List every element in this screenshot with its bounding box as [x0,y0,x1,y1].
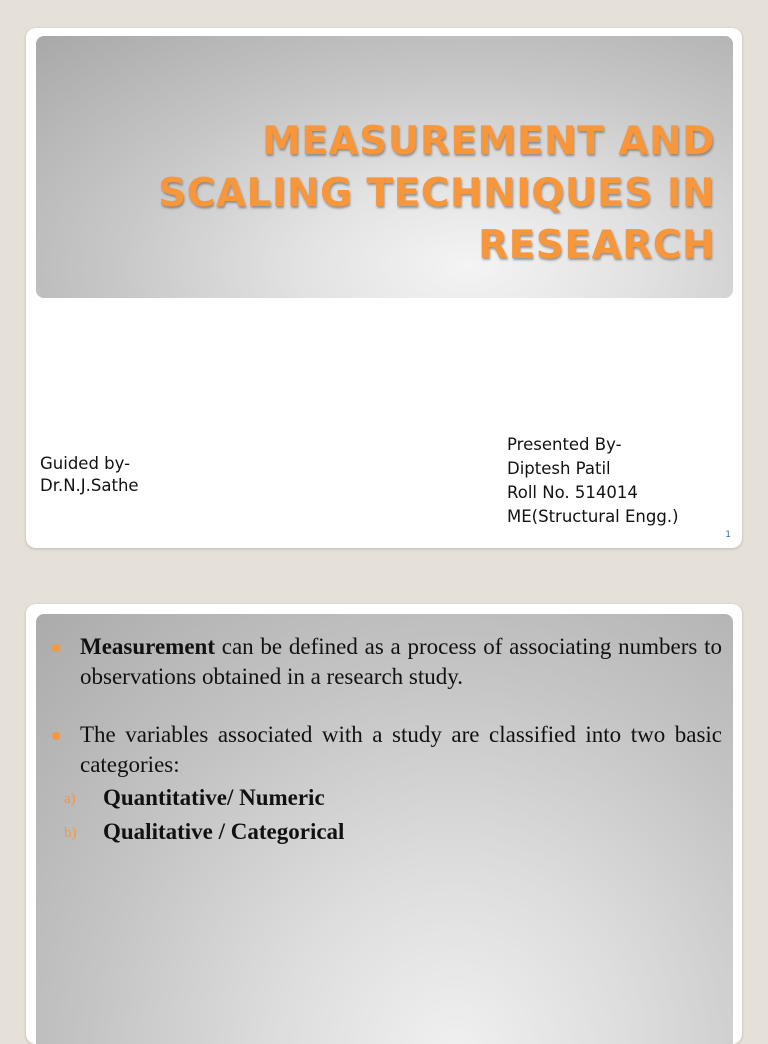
bullet-text: can be defined as a process of associating numbers to observations obtained in a research study. [80,634,722,689]
sub-item-label: Quantitative/ Numeric [103,785,325,810]
sub-item-marker: a) [64,791,76,807]
page-number: 1 [725,530,731,540]
guide-label: Guided by- [40,454,131,473]
presenter-label: Presented By- [507,435,622,454]
sub-item-qualitative [50,815,722,849]
bullet-text: The variables associated with a study are classified into two basic categories: [80,722,722,777]
presenter-block [507,433,679,529]
bullet-measurement [50,632,722,692]
content-panel [36,614,733,1044]
slide-title: MEASUREMENT AND SCALING TECHNIQUES IN RESEARCH [158,119,715,268]
presenter-name: Diptesh Patil [507,459,611,478]
guide-block [40,453,139,497]
content-slide [26,604,742,1044]
guide-name: Dr.N.J.Sathe [40,476,139,495]
title-slide [26,28,742,548]
title-banner [36,36,733,298]
presenter-course: ME(Structural Engg.) [507,507,679,526]
sub-item-label: Qualitative / Categorical [103,819,345,844]
bullet-dot-icon [52,644,60,652]
bullet-variables [50,720,722,780]
sub-item-marker: b) [64,825,77,841]
sub-item-quantitative [50,781,722,815]
bullet-bold-term: Measurement [80,634,215,659]
presenter-roll: Roll No. 514014 [507,483,638,502]
slide-content [50,628,722,849]
bullet-dot-icon [52,732,60,740]
